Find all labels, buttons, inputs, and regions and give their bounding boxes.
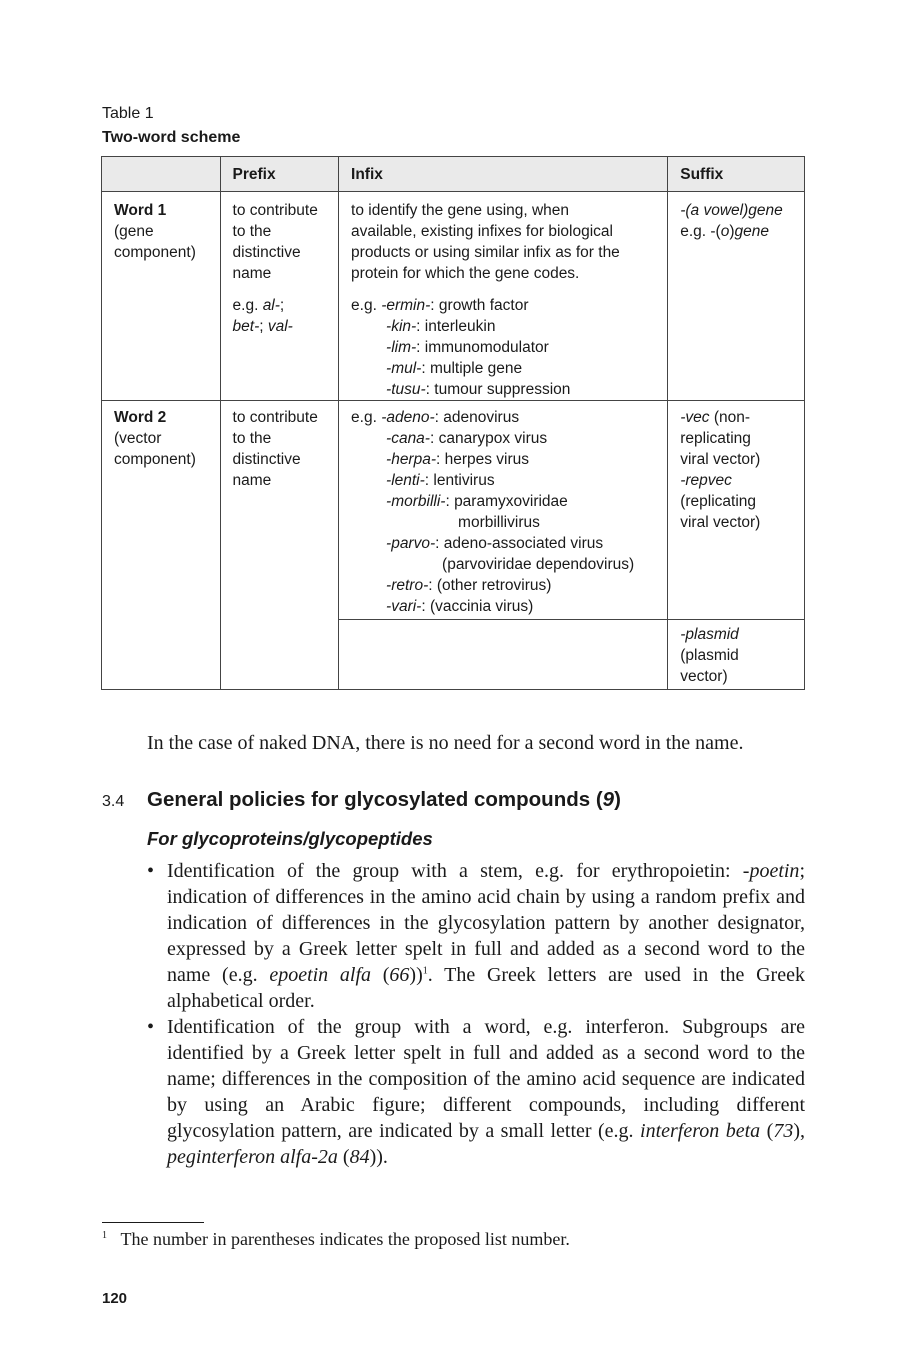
prefix-desc-line: distinctive [232, 244, 301, 261]
list-item: • Identification of the group with a word, e.g. interferon. Subgroups are identified by a Greek letter spelt in full and added as a second word to the name; differences in the composition of the amino acid sequence are indicated by using an Arabic figure; different compounds, including different glycosylation pattern, are indicated by a small letter (e.g. interferon beta (73), peginterferon alfa-2a (84)). [147, 1016, 805, 1168]
infix-example: -herpa-: herpes virus [386, 451, 530, 468]
infix-example: -retro-: (other retrovirus) [386, 577, 552, 594]
section-number: 3.4 [102, 793, 125, 810]
suffix-text: -(a vowel)gene [680, 202, 783, 219]
word2-infix-cell [339, 401, 668, 620]
footnote-ref: 1 [422, 965, 428, 977]
suffix-vec: -vec (non- [680, 409, 751, 426]
section-heading: General policies for glycosylated compounds (9) [147, 788, 621, 811]
infix-example: -kin-: interleukin [386, 318, 496, 335]
prefix-desc-line: to contribute [232, 202, 318, 219]
prefix-desc-line: to the [232, 223, 272, 240]
infix-example: -morbilli-: paramyxoviridae [386, 493, 568, 510]
suffix-line: (plasmid [680, 647, 739, 664]
suffix-plasmid: -plasmid [680, 626, 739, 643]
word2-suffix-plasmid-cell [668, 620, 805, 690]
infix-example: -mul-: multiple gene [386, 360, 523, 377]
infix-desc-line: products or using similar infix as for the [351, 244, 620, 261]
header-prefix: Prefix [220, 157, 339, 192]
word1-sublabel: (gene [114, 223, 154, 240]
header-suffix: Suffix [668, 157, 805, 192]
word1-infix-cell [339, 192, 668, 401]
suffix-line: viral vector) [680, 514, 761, 531]
word2-label-cell [102, 401, 221, 690]
word2-label: Word 2 [114, 409, 167, 426]
infix-desc-line: available, existing infixes for biological [351, 223, 613, 240]
prefix-desc-line: name [232, 265, 272, 282]
infix-example: -cana-: canarypox virus [386, 430, 548, 447]
word1-prefix-cell [220, 192, 339, 401]
prefix-desc-line: to the [232, 430, 272, 447]
infix-example-continuation: (parvoviridae dependovirus) [442, 556, 635, 573]
word1-label: Word 1 [114, 202, 167, 219]
table-row-word1 [102, 192, 805, 401]
bullet-icon: • [147, 1016, 155, 1038]
header-infix: Infix [339, 157, 668, 192]
table-row-word2 [102, 401, 805, 620]
footnote [102, 1229, 570, 1250]
prefix-desc-line: name [232, 472, 272, 489]
suffix-line: replicating [680, 430, 751, 447]
policy-list [147, 858, 805, 1170]
word2-infix-empty-cell [339, 620, 668, 690]
suffix-line: (replicating [680, 493, 757, 510]
word2-suffix-cell [668, 401, 805, 620]
prefix-desc-line: distinctive [232, 451, 301, 468]
infix-example: -parvo-: adeno-associated virus [386, 535, 604, 552]
word2-prefix-cell [220, 401, 339, 690]
table-caption-label: Table 1 [102, 105, 154, 122]
infix-example: -vari-: (vaccinia virus) [386, 598, 534, 615]
page-number: 120 [102, 1290, 128, 1307]
word2-sublabel: component) [114, 451, 196, 468]
word1-label-cell [102, 192, 221, 401]
footnote-mark: 1 [102, 1230, 107, 1241]
prefix-example-line: e.g. al-; [232, 297, 285, 314]
header-empty [102, 157, 221, 192]
two-word-scheme-table [101, 156, 805, 690]
word2-sublabel: (vector [114, 430, 162, 447]
infix-example: -lim-: immunomodulator [386, 339, 549, 356]
subheading: For glycoproteins/glycopeptides [147, 828, 433, 849]
naked-dna-paragraph: In the case of naked DNA, there is no need for a second word in the name. [147, 732, 744, 754]
infix-desc-line: to identify the gene using, when [351, 202, 570, 219]
infix-example: -lenti-: lentivirus [386, 472, 495, 489]
footnote-rule [102, 1222, 204, 1223]
word1-sublabel: component) [114, 244, 196, 261]
table-caption-title: Two-word scheme [102, 129, 241, 146]
suffix-line: vector) [680, 668, 728, 685]
infix-example: e.g. -ermin-: growth factor [351, 297, 529, 314]
list-item: • Identification of the group with a stem, e.g. for erythropoietin: -poetin; indication of differences in the amino acid chain by using a random prefix and indication of differences in the glycosylation pattern by another designator, expressed by a Greek letter spelt in full and added as a second word to the name (e.g. epoetin alfa (66))$^1$. The Greek letters are used in the Greek alphabetical order. [147, 860, 805, 1012]
prefix-example-line: bet-; val- [232, 318, 293, 335]
suffix-repvec: -repvec [680, 472, 732, 489]
word1-suffix-cell [668, 192, 805, 401]
bullet-icon: • [147, 860, 155, 882]
footnote-text: The number in parentheses indicates the proposed list number. [120, 1229, 570, 1249]
infix-desc-line: protein for which the gene codes. [351, 265, 580, 282]
infix-example: -tusu-: tumour suppression [386, 381, 571, 398]
table-header-row [102, 157, 805, 192]
suffix-line: viral vector) [680, 451, 761, 468]
infix-example: e.g. -adeno-: adenovirus [351, 409, 520, 426]
infix-example-continuation: morbillivirus [458, 514, 540, 531]
suffix-example: e.g. -(o)gene [680, 223, 769, 240]
prefix-desc-line: to contribute [232, 409, 318, 426]
